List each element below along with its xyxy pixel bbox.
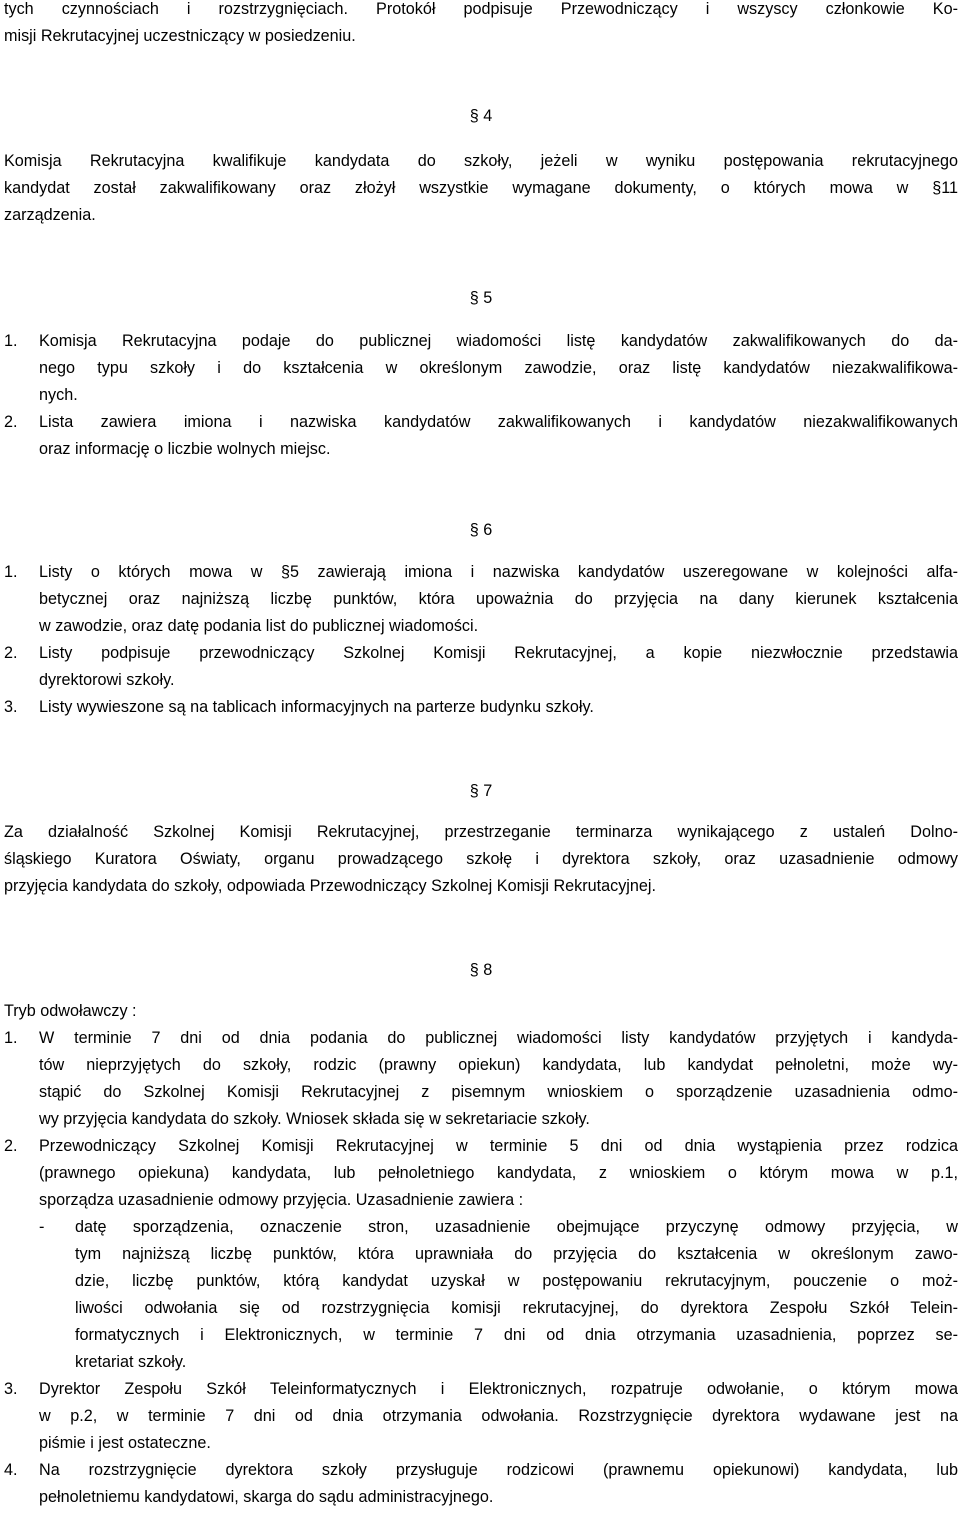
dash-line: kretariat szkoły. — [75, 1353, 187, 1371]
item-line: Komisja Rekrutacyjna podaje do publicznej wiadomości listę kandydatów zakwalifikowanych do da- — [39, 332, 958, 350]
list-item — [4, 1376, 958, 1457]
section-7-line: Za działalność Szkolnej Komisji Rekrutacyjnej, przestrzeganie terminarza wynikającego z ustaleń Dolno- — [4, 823, 958, 841]
section-7-paragraph — [4, 819, 958, 900]
item-line: wy przyjęcia kandydata do szkoły. Wniosek składa się w sekretariacie szkoły. — [39, 1110, 590, 1128]
item-line: Lista zawiera imiona i nazwiska kandydatów zakwalifikowanych i kandydatów niezakwalifikowanych — [39, 413, 958, 431]
item-number: 4. — [4, 1461, 18, 1479]
item-line: Na rozstrzygnięcie dyrektora szkoły przysługuje rodzicowi (prawnemu opiekunowi) kandydata, lub — [39, 1461, 958, 1479]
item-line: dyrektorowi szkoły. — [39, 671, 175, 689]
item-line: Listy wywieszone są na tablicach informacyjnych na parterze budynku szkoły. — [39, 698, 594, 716]
item-number: 2. — [4, 644, 18, 662]
intro-line: misji Rekrutacyjnej uczestniczący w posiedzeniu. — [4, 27, 356, 45]
item-number: 2. — [4, 1137, 18, 1155]
item-number: 3. — [4, 698, 18, 716]
section-4-line: Komisja Rekrutacyjna kwalifikuje kandydata do szkoły, jeżeli w wyniku postępowania rekrutacyjnego — [4, 152, 958, 170]
list-item — [4, 409, 958, 463]
dash-line: tym najniższą liczbę punktów, która uprawniała do przyjęcia do kształcenia w określonym zawo- — [75, 1245, 958, 1263]
list-item — [4, 1025, 958, 1133]
section-7-line: przyjęcia kandydata do szkoły, odpowiada Przewodniczący Szkolnej Komisji Rekrutacyjnej. — [4, 877, 657, 895]
item-line: Listy podpisuje przewodniczący Szkolnej Komisji Rekrutacyjnej, a kopie niezwłocznie przedstawia — [39, 644, 958, 662]
item-line: w p.2, w terminie 7 dni od dnia otrzymania odwołania. Rozstrzygnięcie dyrektora wydawane jest na — [39, 1407, 958, 1425]
item-line: tów nieprzyjętych do szkoły, rodzic (prawny opiekun) kandydata, lub kandydat pełnoletni, może wy- — [39, 1056, 958, 1074]
section-4-paragraph — [4, 148, 958, 229]
list-item — [4, 1133, 958, 1214]
section-6-list — [4, 559, 958, 721]
dash-line: datę sporządzenia, oznaczenie stron, uzasadnienie obejmujące przyczynę odmowy przyjęcia, w — [75, 1218, 958, 1236]
section-4-heading: § 4 — [469, 107, 493, 125]
intro-paragraph — [4, 0, 958, 50]
list-item — [4, 559, 958, 640]
section-4-line: kandydat został zakwalifikowany oraz złożył wszystkie wymagane dokumenty, o których mowa w §11 — [4, 179, 958, 197]
item-line: nych. — [39, 386, 78, 404]
item-line: sporządza uzasadnienie odmowy przyjęcia. Uzasadnienie zawiera : — [39, 1191, 524, 1209]
item-number: 1. — [4, 1029, 18, 1047]
list-item — [4, 640, 958, 694]
section-7-line: śląskiego Kuratora Oświaty, organu prowadzącego szkołę i dyrektora szkoły, oraz uzasadnienie odmowy — [4, 850, 958, 868]
section-6-heading: § 6 — [469, 521, 493, 539]
item-line: Przewodniczący Szkolnej Komisji Rekrutacyjnej w terminie 5 dni od dnia wystąpienia przez rodzica — [39, 1137, 958, 1155]
section-5-list — [4, 328, 958, 463]
list-item — [4, 694, 958, 721]
list-item — [4, 328, 958, 409]
section-7-heading: § 7 — [469, 782, 493, 800]
item-line: (prawnego opiekuna) kandydata, lub pełnoletniego kandydata, z wnioskiem o którym mowa w p.1, — [39, 1164, 958, 1182]
dash-list-item — [4, 1214, 958, 1376]
item-number: 1. — [4, 563, 18, 581]
item-line: w zawodzie, oraz datę podania list do publicznej wiadomości. — [39, 617, 479, 635]
item-number: 1. — [4, 332, 18, 350]
intro-line: tych czynnościach i rozstrzygnięciach. Protokół podpisuje Przewodniczący i wszyscy członkowie Ko- — [4, 0, 958, 18]
section-4-line: zarządzenia. — [4, 206, 96, 224]
item-line: pełnoletniemu kandydatowi, skarga do sądu administracyjnego. — [39, 1488, 494, 1506]
item-line: betycznej oraz najniższą liczbę punktów, która upoważnia do przyjęcia na dany kierunek kształcenia — [39, 590, 958, 608]
appeal-procedure-label: Tryb odwoławczy : — [4, 1002, 137, 1020]
section-8-body — [4, 998, 958, 1511]
item-line: piśmie i jest ostateczne. — [39, 1434, 211, 1452]
dash-line: liwości odwołania się od rozstrzygnięcia komisji rekrutacyjnej, do dyrektora Zespołu Szkół Telein- — [75, 1299, 958, 1317]
dash-bullet: - — [39, 1218, 45, 1236]
item-line: nego typu szkoły i do kształcenia w określonym zawodzie, oraz listę kandydatów niezakwalifikowa- — [39, 359, 958, 377]
item-number: 3. — [4, 1380, 18, 1398]
item-line: stąpić do Szkolnej Komisji Rekrutacyjnej z pisemnym wnioskiem o sporządzenie uzasadnienia odmo- — [39, 1083, 958, 1101]
list-item — [4, 1457, 958, 1511]
section-8-heading: § 8 — [469, 961, 493, 979]
dash-line: dzie, liczbę punktów, którą kandydat uzyskał w postępowaniu rekrutacyjnym, pouczenie o moż- — [75, 1272, 958, 1290]
item-number: 2. — [4, 413, 18, 431]
item-line: W terminie 7 dni od dnia podania do publicznej wiadomości listy kandydatów przyjętych i kandyda- — [39, 1029, 958, 1047]
item-line: Listy o których mowa w §5 zawierają imiona i nazwiska kandydatów uszeregowane w kolejności alfa- — [39, 563, 958, 581]
dash-line: formatycznych i Elektronicznych, w terminie 7 dni od dnia otrzymania uzasadnienia, poprzez se- — [75, 1326, 958, 1344]
section-5-heading: § 5 — [469, 289, 493, 307]
item-line: oraz informację o liczbie wolnych miejsc. — [39, 440, 331, 458]
item-line: Dyrektor Zespołu Szkół Teleinformatycznych i Elektronicznych, rozpatruje odwołanie, o którym mowa — [39, 1380, 958, 1398]
